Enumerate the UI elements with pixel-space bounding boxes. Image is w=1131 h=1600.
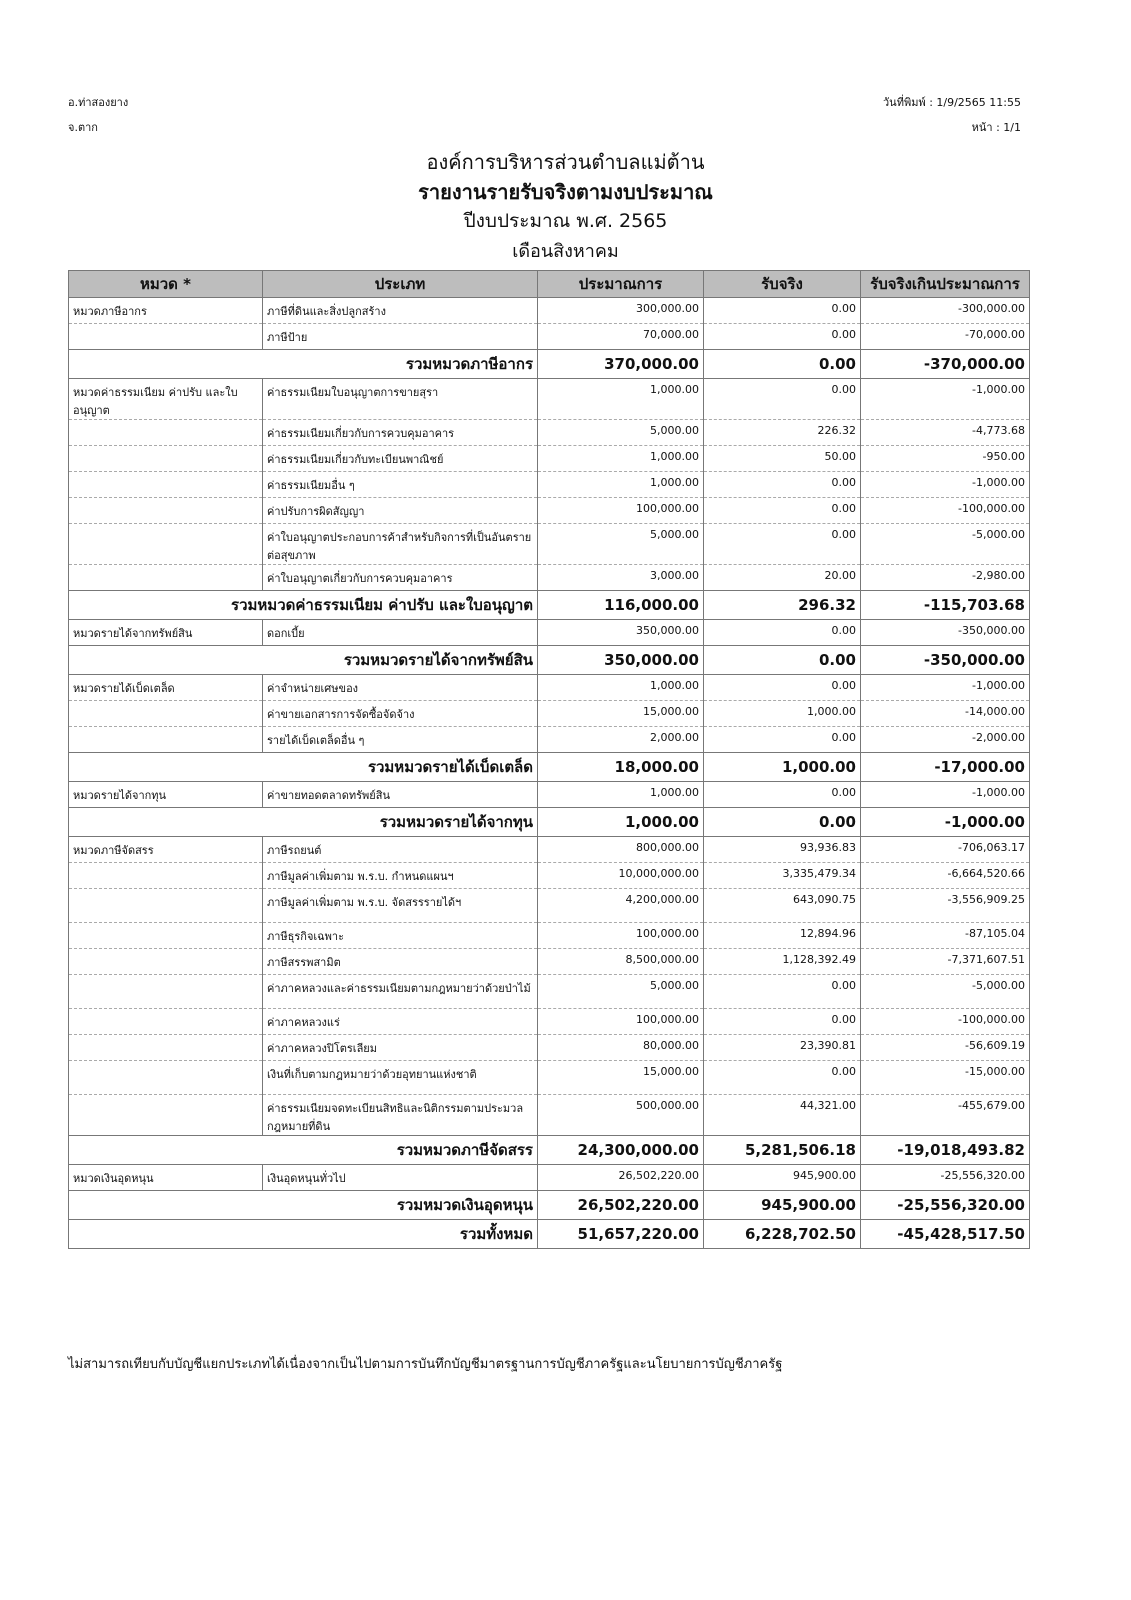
type-cell: ค่าธรรมเนียมจดทะเบียนสิทธิและนิติกรรมตามประมวลกฎหมายที่ดิน bbox=[263, 1095, 538, 1136]
estimate-cell: 1,000.00 bbox=[538, 472, 704, 498]
subtotal-difference: -115,703.68 bbox=[861, 591, 1030, 620]
type-cell: ค่าธรรมเนียมเกี่ยวกับทะเบียนพาณิชย์ bbox=[263, 446, 538, 472]
estimate-cell: 80,000.00 bbox=[538, 1035, 704, 1061]
actual-cell: 945,900.00 bbox=[704, 1165, 861, 1191]
subtotal-actual: 6,228,702.50 bbox=[704, 1220, 861, 1249]
estimate-cell: 100,000.00 bbox=[538, 1009, 704, 1035]
column-header-category: หมวด * bbox=[69, 271, 263, 298]
print-date: วันที่พิมพ์ : 1/9/2565 11:55 bbox=[883, 96, 1021, 109]
subtotal-row bbox=[69, 350, 1030, 379]
category-cell bbox=[69, 727, 263, 753]
table-row bbox=[69, 1061, 1030, 1095]
subtotal-actual: 0.00 bbox=[704, 646, 861, 675]
difference-cell: -300,000.00 bbox=[861, 298, 1030, 324]
category-cell: หมวดรายได้จากทุน bbox=[69, 782, 263, 808]
revenue-table bbox=[68, 270, 1030, 1249]
difference-cell: -950.00 bbox=[861, 446, 1030, 472]
table-row bbox=[69, 298, 1030, 324]
subtotal-estimate: 51,657,220.00 bbox=[538, 1220, 704, 1249]
category-cell: หมวดภาษีอากร bbox=[69, 298, 263, 324]
column-header-type: ประเภท bbox=[263, 271, 538, 298]
type-cell: ภาษีสรรพสามิต bbox=[263, 949, 538, 975]
estimate-cell: 350,000.00 bbox=[538, 620, 704, 646]
table-row bbox=[69, 837, 1030, 863]
subtotal-label: รวมหมวดรายได้จากทรัพย์สิน bbox=[69, 646, 538, 675]
actual-cell: 0.00 bbox=[704, 324, 861, 350]
category-cell: หมวดค่าธรรมเนียม ค่าปรับ และใบอนุญาต bbox=[69, 379, 263, 420]
actual-cell: 643,090.75 bbox=[704, 889, 861, 923]
actual-cell: 23,390.81 bbox=[704, 1035, 861, 1061]
subtotal-row bbox=[69, 1220, 1030, 1249]
type-cell: ค่าธรรมเนียมอื่น ๆ bbox=[263, 472, 538, 498]
category-cell bbox=[69, 1035, 263, 1061]
table-row bbox=[69, 472, 1030, 498]
subtotal-label: รวมหมวดค่าธรรมเนียม ค่าปรับ และใบอนุญาต bbox=[69, 591, 538, 620]
table-row bbox=[69, 420, 1030, 446]
subtotal-label: รวมทั้งหมด bbox=[69, 1220, 538, 1249]
type-cell: ภาษีป้าย bbox=[263, 324, 538, 350]
estimate-cell: 5,000.00 bbox=[538, 524, 704, 565]
subtotal-label: รวมหมวดรายได้เบ็ดเตล็ด bbox=[69, 753, 538, 782]
estimate-cell: 1,000.00 bbox=[538, 379, 704, 420]
report-month: เดือนสิงหาคม bbox=[512, 241, 619, 262]
difference-cell: -5,000.00 bbox=[861, 975, 1030, 1009]
column-header-estimate: ประมาณการ bbox=[538, 271, 704, 298]
category-cell bbox=[69, 324, 263, 350]
category-cell: หมวดรายได้เบ็ดเตล็ด bbox=[69, 675, 263, 701]
type-cell: ภาษีรถยนต์ bbox=[263, 837, 538, 863]
type-cell: ภาษีธุรกิจเฉพาะ bbox=[263, 923, 538, 949]
subtotal-actual: 0.00 bbox=[704, 350, 861, 379]
estimate-cell: 10,000,000.00 bbox=[538, 863, 704, 889]
actual-cell: 12,894.96 bbox=[704, 923, 861, 949]
estimate-cell: 15,000.00 bbox=[538, 701, 704, 727]
actual-cell: 1,128,392.49 bbox=[704, 949, 861, 975]
difference-cell: -56,609.19 bbox=[861, 1035, 1030, 1061]
subtotal-actual: 1,000.00 bbox=[704, 753, 861, 782]
difference-cell: -5,000.00 bbox=[861, 524, 1030, 565]
column-header-difference: รับจริงเกินประมาณการ bbox=[861, 271, 1030, 298]
table-row bbox=[69, 498, 1030, 524]
table-row bbox=[69, 727, 1030, 753]
type-cell: เงินอุดหนุนทั่วไป bbox=[263, 1165, 538, 1191]
actual-cell: 93,936.83 bbox=[704, 837, 861, 863]
category-cell bbox=[69, 863, 263, 889]
difference-cell: -15,000.00 bbox=[861, 1061, 1030, 1095]
type-cell: ดอกเบี้ย bbox=[263, 620, 538, 646]
category-cell bbox=[69, 701, 263, 727]
actual-cell: 226.32 bbox=[704, 420, 861, 446]
type-cell: ค่าใบอนุญาตประกอบการค้าสำหรับกิจการที่เป็นอันตรายต่อสุขภาพ bbox=[263, 524, 538, 565]
category-cell bbox=[69, 949, 263, 975]
estimate-cell: 2,000.00 bbox=[538, 727, 704, 753]
type-cell: ค่าภาคหลวงแร่ bbox=[263, 1009, 538, 1035]
actual-cell: 44,321.00 bbox=[704, 1095, 861, 1136]
estimate-cell: 100,000.00 bbox=[538, 923, 704, 949]
table-row bbox=[69, 446, 1030, 472]
estimate-cell: 1,000.00 bbox=[538, 675, 704, 701]
report-title: รายงานรายรับจริงตามงบประมาณ bbox=[418, 180, 713, 204]
difference-cell: -2,000.00 bbox=[861, 727, 1030, 753]
subtotal-row bbox=[69, 1191, 1030, 1220]
category-cell bbox=[69, 923, 263, 949]
estimate-cell: 15,000.00 bbox=[538, 1061, 704, 1095]
table-row bbox=[69, 923, 1030, 949]
subtotal-label: รวมหมวดรายได้จากทุน bbox=[69, 808, 538, 837]
difference-cell: -100,000.00 bbox=[861, 498, 1030, 524]
estimate-cell: 5,000.00 bbox=[538, 975, 704, 1009]
page-number: หน้า : 1/1 bbox=[971, 121, 1021, 134]
difference-cell: -4,773.68 bbox=[861, 420, 1030, 446]
type-cell: ภาษีมูลค่าเพิ่มตาม พ.ร.บ. กำหนดแผนฯ bbox=[263, 863, 538, 889]
table-header-row bbox=[69, 271, 1030, 298]
subtotal-estimate: 370,000.00 bbox=[538, 350, 704, 379]
type-cell: ภาษีที่ดินและสิ่งปลูกสร้าง bbox=[263, 298, 538, 324]
type-cell: ค่าจำหน่ายเศษของ bbox=[263, 675, 538, 701]
category-cell bbox=[69, 1009, 263, 1035]
difference-cell: -25,556,320.00 bbox=[861, 1165, 1030, 1191]
difference-cell: -1,000.00 bbox=[861, 782, 1030, 808]
estimate-cell: 1,000.00 bbox=[538, 782, 704, 808]
subtotal-row bbox=[69, 1136, 1030, 1165]
footnote: ไม่สามารถเทียบกับบัญชีแยกประเภทได้เนื่องจากเป็นไปตามการบันทึกบัญชีมาตรฐานการบัญชีภาครัฐและนโยบายการบัญชีภาครัฐ bbox=[68, 1357, 783, 1372]
actual-cell: 50.00 bbox=[704, 446, 861, 472]
difference-cell: -455,679.00 bbox=[861, 1095, 1030, 1136]
subtotal-row bbox=[69, 591, 1030, 620]
difference-cell: -70,000.00 bbox=[861, 324, 1030, 350]
difference-cell: -3,556,909.25 bbox=[861, 889, 1030, 923]
table-row bbox=[69, 675, 1030, 701]
type-cell: ค่าปรับการผิดสัญญา bbox=[263, 498, 538, 524]
estimate-cell: 300,000.00 bbox=[538, 298, 704, 324]
subtotal-estimate: 18,000.00 bbox=[538, 753, 704, 782]
category-cell: หมวดเงินอุดหนุน bbox=[69, 1165, 263, 1191]
estimate-cell: 800,000.00 bbox=[538, 837, 704, 863]
table-row bbox=[69, 889, 1030, 923]
category-cell bbox=[69, 524, 263, 565]
estimate-cell: 4,200,000.00 bbox=[538, 889, 704, 923]
estimate-cell: 26,502,220.00 bbox=[538, 1165, 704, 1191]
actual-cell: 0.00 bbox=[704, 524, 861, 565]
table-row bbox=[69, 701, 1030, 727]
table-row bbox=[69, 620, 1030, 646]
subtotal-estimate: 116,000.00 bbox=[538, 591, 704, 620]
actual-cell: 0.00 bbox=[704, 975, 861, 1009]
estimate-cell: 500,000.00 bbox=[538, 1095, 704, 1136]
actual-cell: 0.00 bbox=[704, 782, 861, 808]
actual-cell: 0.00 bbox=[704, 727, 861, 753]
category-cell bbox=[69, 446, 263, 472]
estimate-cell: 5,000.00 bbox=[538, 420, 704, 446]
difference-cell: -350,000.00 bbox=[861, 620, 1030, 646]
column-header-actual: รับจริง bbox=[704, 271, 861, 298]
subtotal-label: รวมหมวดเงินอุดหนุน bbox=[69, 1191, 538, 1220]
type-cell: ค่าภาคหลวงปิโตรเลียม bbox=[263, 1035, 538, 1061]
estimate-cell: 1,000.00 bbox=[538, 446, 704, 472]
type-cell: ค่าธรรมเนียมเกี่ยวกับการควบคุมอาคาร bbox=[263, 420, 538, 446]
type-cell: ค่าขายทอดตลาดทรัพย์สิน bbox=[263, 782, 538, 808]
subtotal-row bbox=[69, 808, 1030, 837]
subtotal-label: รวมหมวดภาษีอากร bbox=[69, 350, 538, 379]
subtotal-row bbox=[69, 753, 1030, 782]
difference-cell: -706,063.17 bbox=[861, 837, 1030, 863]
subtotal-actual: 945,900.00 bbox=[704, 1191, 861, 1220]
actual-cell: 0.00 bbox=[704, 675, 861, 701]
estimate-cell: 8,500,000.00 bbox=[538, 949, 704, 975]
subtotal-actual: 296.32 bbox=[704, 591, 861, 620]
subtotal-difference: -25,556,320.00 bbox=[861, 1191, 1030, 1220]
subtotal-estimate: 350,000.00 bbox=[538, 646, 704, 675]
type-cell: ค่าขายเอกสารการจัดซื้อจัดจ้าง bbox=[263, 701, 538, 727]
difference-cell: -100,000.00 bbox=[861, 1009, 1030, 1035]
category-cell bbox=[69, 1095, 263, 1136]
actual-cell: 0.00 bbox=[704, 498, 861, 524]
difference-cell: -87,105.04 bbox=[861, 923, 1030, 949]
subtotal-estimate: 24,300,000.00 bbox=[538, 1136, 704, 1165]
difference-cell: -1,000.00 bbox=[861, 675, 1030, 701]
subtotal-estimate: 1,000.00 bbox=[538, 808, 704, 837]
actual-cell: 0.00 bbox=[704, 1009, 861, 1035]
table-row bbox=[69, 1035, 1030, 1061]
fiscal-year: ปีงบประมาณ พ.ศ. 2565 bbox=[463, 210, 668, 232]
subtotal-actual: 0.00 bbox=[704, 808, 861, 837]
subtotal-row bbox=[69, 646, 1030, 675]
category-cell: หมวดภาษีจัดสรร bbox=[69, 837, 263, 863]
table-row bbox=[69, 949, 1030, 975]
district-label: อ.ท่าสองยาง bbox=[68, 96, 129, 109]
category-cell bbox=[69, 498, 263, 524]
difference-cell: -14,000.00 bbox=[861, 701, 1030, 727]
table-row bbox=[69, 324, 1030, 350]
category-cell bbox=[69, 1061, 263, 1095]
table-row bbox=[69, 975, 1030, 1009]
table-body bbox=[69, 298, 1030, 1249]
category-cell bbox=[69, 565, 263, 591]
subtotal-difference: -350,000.00 bbox=[861, 646, 1030, 675]
subtotal-label: รวมหมวดภาษีจัดสรร bbox=[69, 1136, 538, 1165]
table-row bbox=[69, 379, 1030, 420]
estimate-cell: 100,000.00 bbox=[538, 498, 704, 524]
difference-cell: -2,980.00 bbox=[861, 565, 1030, 591]
estimate-cell: 70,000.00 bbox=[538, 324, 704, 350]
actual-cell: 0.00 bbox=[704, 298, 861, 324]
organization-name: องค์การบริหารส่วนตำบลแม่ต้าน bbox=[426, 150, 705, 174]
table-row bbox=[69, 1165, 1030, 1191]
actual-cell: 0.00 bbox=[704, 472, 861, 498]
difference-cell: -7,371,607.51 bbox=[861, 949, 1030, 975]
category-cell bbox=[69, 420, 263, 446]
table-row bbox=[69, 1095, 1030, 1136]
table-row bbox=[69, 565, 1030, 591]
subtotal-difference: -17,000.00 bbox=[861, 753, 1030, 782]
difference-cell: -1,000.00 bbox=[861, 379, 1030, 420]
type-cell: รายได้เบ็ดเตล็ดอื่น ๆ bbox=[263, 727, 538, 753]
category-cell: หมวดรายได้จากทรัพย์สิน bbox=[69, 620, 263, 646]
actual-cell: 1,000.00 bbox=[704, 701, 861, 727]
subtotal-difference: -370,000.00 bbox=[861, 350, 1030, 379]
actual-cell: 0.00 bbox=[704, 379, 861, 420]
category-cell bbox=[69, 889, 263, 923]
category-cell bbox=[69, 975, 263, 1009]
actual-cell: 0.00 bbox=[704, 1061, 861, 1095]
actual-cell: 3,335,479.34 bbox=[704, 863, 861, 889]
table-row bbox=[69, 1009, 1030, 1035]
difference-cell: -6,664,520.66 bbox=[861, 863, 1030, 889]
actual-cell: 20.00 bbox=[704, 565, 861, 591]
subtotal-estimate: 26,502,220.00 bbox=[538, 1191, 704, 1220]
actual-cell: 0.00 bbox=[704, 620, 861, 646]
table-row bbox=[69, 863, 1030, 889]
difference-cell: -1,000.00 bbox=[861, 472, 1030, 498]
subtotal-difference: -1,000.00 bbox=[861, 808, 1030, 837]
province-label: จ.ตาก bbox=[68, 121, 98, 134]
subtotal-difference: -45,428,517.50 bbox=[861, 1220, 1030, 1249]
subtotal-difference: -19,018,493.82 bbox=[861, 1136, 1030, 1165]
type-cell: ค่าภาคหลวงและค่าธรรมเนียมตามกฎหมายว่าด้วยป่าไม้ bbox=[263, 975, 538, 1009]
type-cell: เงินที่เก็บตามกฎหมายว่าด้วยอุทยานแห่งชาติ bbox=[263, 1061, 538, 1095]
type-cell: ค่าใบอนุญาตเกี่ยวกับการควบคุมอาคาร bbox=[263, 565, 538, 591]
table-row bbox=[69, 524, 1030, 565]
subtotal-actual: 5,281,506.18 bbox=[704, 1136, 861, 1165]
table-row bbox=[69, 782, 1030, 808]
category-cell bbox=[69, 472, 263, 498]
estimate-cell: 3,000.00 bbox=[538, 565, 704, 591]
type-cell: ภาษีมูลค่าเพิ่มตาม พ.ร.บ. จัดสรรรายได้ฯ bbox=[263, 889, 538, 923]
type-cell: ค่าธรรมเนียมใบอนุญาตการขายสุรา bbox=[263, 379, 538, 420]
